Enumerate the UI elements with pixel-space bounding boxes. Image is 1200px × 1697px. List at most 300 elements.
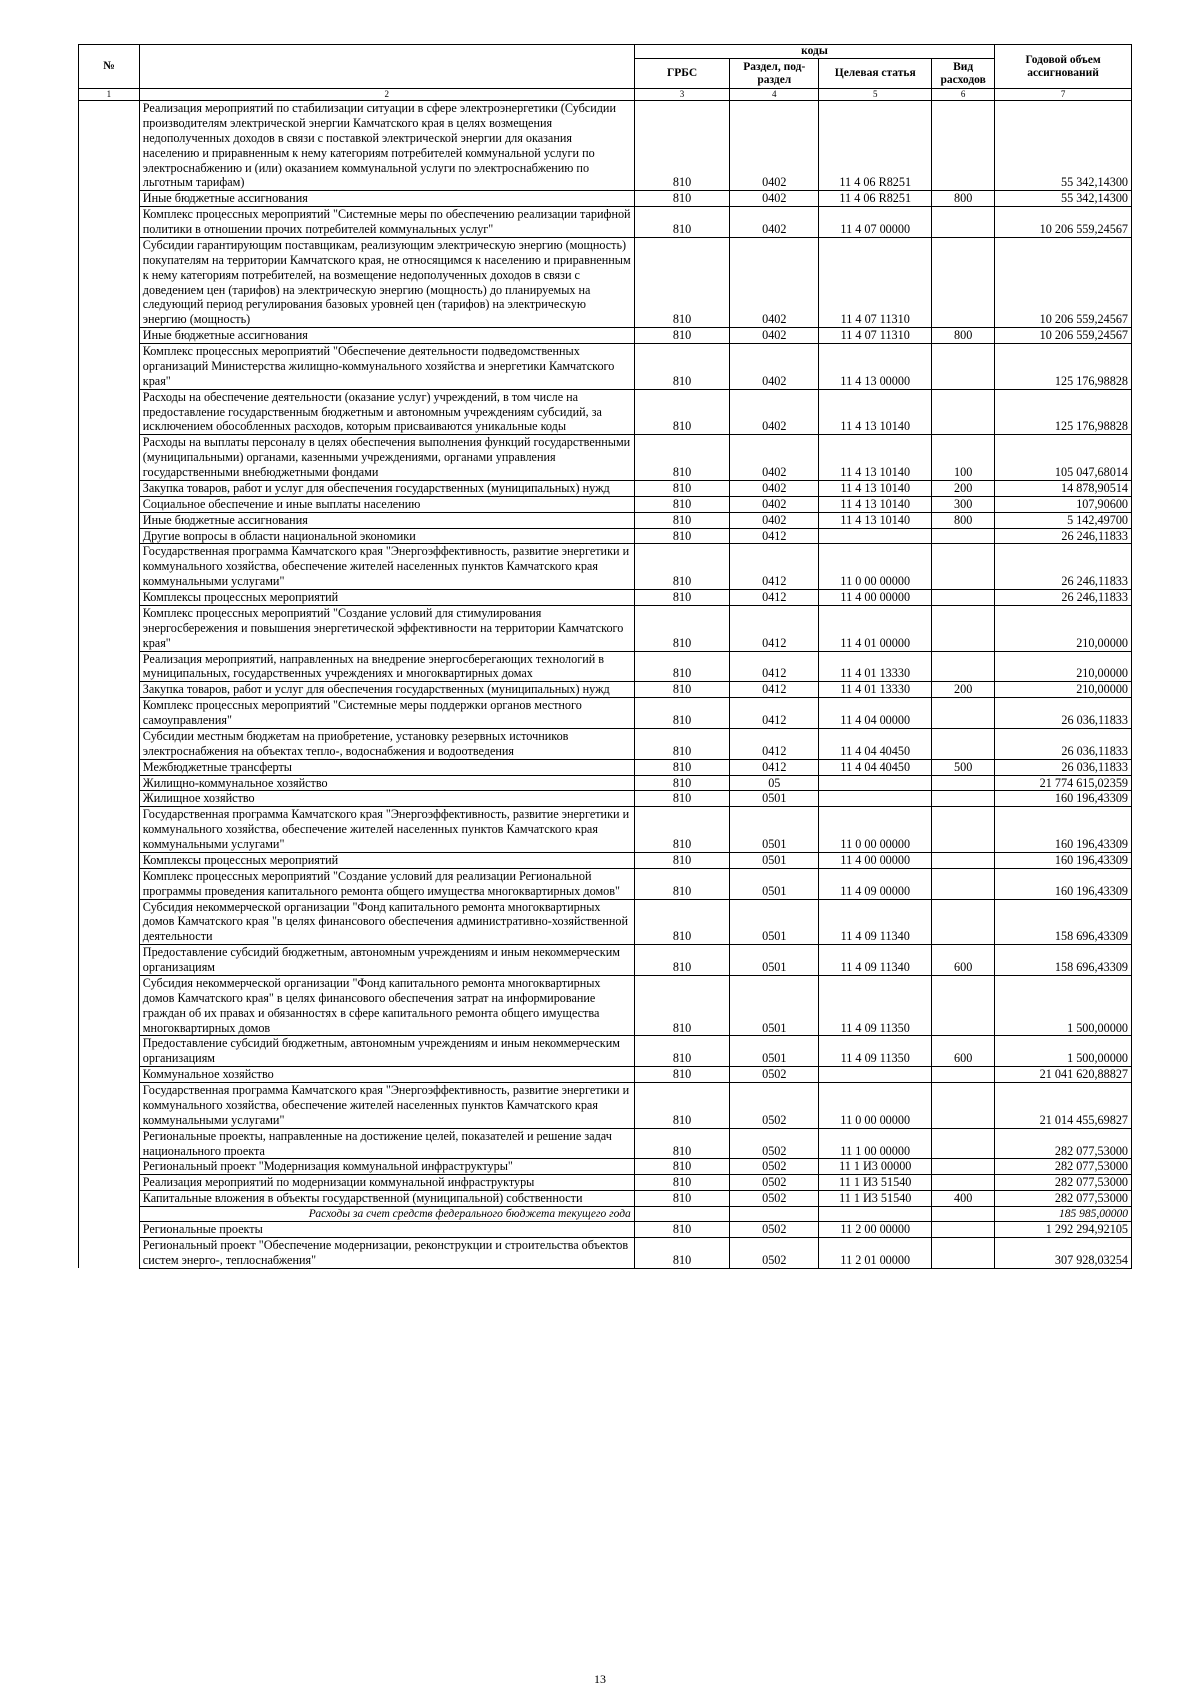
row-name: Комплекс процессных мероприятий "Системные меры поддержки органов местного самоуправления": [139, 698, 634, 729]
row-amount: 1 500,00000: [995, 975, 1132, 1036]
row-expense-type: [932, 651, 995, 682]
row-number-cell: [79, 868, 140, 899]
row-amount: 307 928,03254: [995, 1237, 1132, 1268]
row-section: 0412: [730, 605, 819, 651]
row-expense-type: [932, 1083, 995, 1129]
row-amount: 55 342,14300: [995, 191, 1132, 207]
row-number-cell: [79, 328, 140, 344]
row-grbs: 810: [634, 775, 730, 791]
row-number-cell: [79, 1067, 140, 1083]
row-name: Комплексы процессных мероприятий: [139, 590, 634, 606]
row-grbs: 810: [634, 435, 730, 481]
table-row: [79, 605, 1132, 651]
row-name: Капитальные вложения в объекты государственной (муниципальной) собственности: [139, 1191, 634, 1207]
table-row: [79, 975, 1132, 1036]
row-number-cell: [79, 435, 140, 481]
row-name: Расходы на выплаты персоналу в целях обеспечения выполнения функций государственными (муниципальными) органами, казенными учреждениями, органами управления государственными внебюджетными фондами: [139, 435, 634, 481]
row-target: 11 4 09 11340: [819, 899, 932, 945]
row-amount: 210,00000: [995, 605, 1132, 651]
table-row: [79, 328, 1132, 344]
row-name: Реализация мероприятий, направленных на внедрение энергосберегающих технологий в муниципальных, государственных учреждениях и многоквартирных домах: [139, 651, 634, 682]
row-number-cell: [79, 1036, 140, 1067]
column-number-4: 4: [730, 89, 819, 101]
row-grbs: 810: [634, 728, 730, 759]
row-amount: 210,00000: [995, 651, 1132, 682]
row-expense-type: 600: [932, 1036, 995, 1067]
row-section: 0402: [730, 344, 819, 390]
row-expense-type: 100: [932, 435, 995, 481]
row-number-cell: [79, 1083, 140, 1129]
row-grbs: 810: [634, 868, 730, 899]
row-target: 11 4 04 40450: [819, 759, 932, 775]
row-name: Комплекс процессных мероприятий "Системные меры по обеспечению реализации тарифной политики в отношении прочих потребителей коммунальных услуг": [139, 207, 634, 238]
table-row: [79, 528, 1132, 544]
row-grbs: 810: [634, 1222, 730, 1238]
row-grbs: 810: [634, 1128, 730, 1159]
table-header: [79, 45, 1132, 101]
table-row: [79, 435, 1132, 481]
row-number-cell: [79, 1159, 140, 1175]
row-target: 11 4 09 00000: [819, 868, 932, 899]
row-grbs: 810: [634, 807, 730, 853]
row-amount: 185 985,00000: [995, 1207, 1132, 1222]
row-section: 0402: [730, 328, 819, 344]
row-expense-type: 600: [932, 945, 995, 976]
row-number-cell: [79, 512, 140, 528]
row-amount: 10 206 559,24567: [995, 328, 1132, 344]
row-section: 0412: [730, 528, 819, 544]
row-target: 11 4 13 10140: [819, 480, 932, 496]
column-number-3: 3: [634, 89, 730, 101]
row-number-cell: [79, 682, 140, 698]
row-amount: 210,00000: [995, 682, 1132, 698]
row-number-cell: [79, 775, 140, 791]
row-grbs: 810: [634, 237, 730, 327]
row-expense-type: 300: [932, 496, 995, 512]
row-number-cell: [79, 1128, 140, 1159]
row-expense-type: [932, 528, 995, 544]
row-grbs: 810: [634, 1237, 730, 1268]
row-number-cell: [79, 698, 140, 729]
row-section: 0412: [730, 728, 819, 759]
row-amount: 107,90600: [995, 496, 1132, 512]
row-expense-type: [932, 791, 995, 807]
row-amount: 160 196,43309: [995, 868, 1132, 899]
row-number-cell: [79, 852, 140, 868]
table-row: [79, 480, 1132, 496]
row-section: 0502: [730, 1067, 819, 1083]
row-grbs: 810: [634, 945, 730, 976]
row-amount: 5 142,49700: [995, 512, 1132, 528]
row-amount: 26 036,11833: [995, 728, 1132, 759]
row-number-cell: [79, 191, 140, 207]
row-grbs: 810: [634, 528, 730, 544]
row-grbs: 810: [634, 1175, 730, 1191]
row-grbs: 810: [634, 344, 730, 390]
table-row: [79, 1237, 1132, 1268]
row-target: 11 4 13 10140: [819, 512, 932, 528]
table-body: [79, 101, 1132, 1269]
row-target: 11 4 09 11350: [819, 1036, 932, 1067]
table-row: [79, 496, 1132, 512]
table-row: [79, 728, 1132, 759]
row-name: Субсидии местным бюджетам на приобретение, установку резервных источников электроснабжения на объектах тепло-, водоснабжения и водоотведения: [139, 728, 634, 759]
row-expense-type: [932, 698, 995, 729]
row-amount: 21 041 620,88827: [995, 1067, 1132, 1083]
row-expense-type: [932, 207, 995, 238]
row-expense-type: [932, 544, 995, 590]
row-number-cell: [79, 237, 140, 327]
row-name: Предоставление субсидий бюджетным, автономным учреждениям и иным некоммерческим организациям: [139, 1036, 634, 1067]
row-section: 0412: [730, 544, 819, 590]
row-name: Комплекс процессных мероприятий "Создание условий для реализации Региональной программы проведения капитального ремонта общего имущества многоквартирных домов": [139, 868, 634, 899]
row-section: 0402: [730, 480, 819, 496]
row-expense-type: [932, 868, 995, 899]
row-section: 0501: [730, 975, 819, 1036]
row-expense-type: [932, 899, 995, 945]
row-target: 11 4 13 10140: [819, 435, 932, 481]
row-section: 0402: [730, 191, 819, 207]
row-number-cell: [79, 759, 140, 775]
row-section: 0402: [730, 237, 819, 327]
row-grbs: 810: [634, 899, 730, 945]
row-amount: 14 878,90514: [995, 480, 1132, 496]
row-target: [819, 1067, 932, 1083]
row-target: 11 4 07 11310: [819, 237, 932, 327]
row-amount: 158 696,43309: [995, 899, 1132, 945]
row-expense-type: 200: [932, 682, 995, 698]
table-row: [79, 544, 1132, 590]
row-name: Региональный проект "Модернизация коммунальной инфраструктуры": [139, 1159, 634, 1175]
row-amount: 1 292 294,92105: [995, 1222, 1132, 1238]
column-number-6: 6: [932, 89, 995, 101]
table-row: [79, 759, 1132, 775]
row-target: 11 4 07 11310: [819, 328, 932, 344]
row-name: Закупка товаров, работ и услуг для обеспечения государственных (муниципальных) нужд: [139, 480, 634, 496]
table-row: [79, 899, 1132, 945]
row-expense-type: [932, 1159, 995, 1175]
row-section: 0502: [730, 1222, 819, 1238]
row-target: 11 1 И3 51540: [819, 1191, 932, 1207]
row-grbs: 810: [634, 759, 730, 775]
row-section: 0501: [730, 791, 819, 807]
row-target: 11 1 И3 51540: [819, 1175, 932, 1191]
table-row: [79, 1067, 1132, 1083]
row-section: 0412: [730, 651, 819, 682]
header-amount: Годовой объем ассигнований: [995, 45, 1132, 89]
row-amount: 21 774 615,02359: [995, 775, 1132, 791]
row-grbs: 810: [634, 207, 730, 238]
row-grbs: 810: [634, 1191, 730, 1207]
row-grbs: 810: [634, 512, 730, 528]
row-amount: 1 500,00000: [995, 1036, 1132, 1067]
row-amount: 105 047,68014: [995, 435, 1132, 481]
table-row: [79, 207, 1132, 238]
row-amount: 26 246,11833: [995, 528, 1132, 544]
row-amount: 160 196,43309: [995, 852, 1132, 868]
row-number-cell: [79, 651, 140, 682]
table-row: [79, 101, 1132, 191]
row-expense-type: [932, 605, 995, 651]
row-target: 11 4 01 13330: [819, 651, 932, 682]
row-number-cell: [79, 1207, 140, 1222]
row-section: 0502: [730, 1128, 819, 1159]
row-name: Региональные проекты: [139, 1222, 634, 1238]
row-name: Реализация мероприятий по стабилизации ситуации в сфере электроэнергетики (Субсидии производителям электрической энергии Камчатского края в целях возмещения недополученных доходов в связи с поставкой электрической энергии для оказания населению и приравненным к нему категориям потребителей коммунальной услуги по электроснабжению и (или) оказанием коммунальной услуги по электроснабжению по льготным тарифам): [139, 101, 634, 191]
row-name: Государственная программа Камчатского края "Энергоэффективность, развитие энергетики и коммунального хозяйства, обеспечение жителей населенных пунктов Камчатского края коммунальными услугами": [139, 544, 634, 590]
table-row: [79, 512, 1132, 528]
table-row: [79, 590, 1132, 606]
row-section: 0412: [730, 682, 819, 698]
row-section: 0402: [730, 512, 819, 528]
row-name: Коммунальное хозяйство: [139, 1067, 634, 1083]
row-expense-type: [932, 1237, 995, 1268]
row-grbs: 810: [634, 480, 730, 496]
row-section: 0501: [730, 868, 819, 899]
row-name: Расходы на обеспечение деятельности (оказание услуг) учреждений, в том числе на предоставление государственным бюджетным и автономным учреждениям субсидий, за исключением обособленных расходов, которым присваиваются уникальные коды: [139, 389, 634, 435]
header-expense-type: Вид расходов: [932, 59, 995, 89]
row-target: 11 4 06 R8251: [819, 191, 932, 207]
row-expense-type: [932, 1222, 995, 1238]
row-amount: 158 696,43309: [995, 945, 1132, 976]
row-expense-type: [932, 728, 995, 759]
row-section: 0402: [730, 207, 819, 238]
row-section: 0501: [730, 807, 819, 853]
row-amount: 55 342,14300: [995, 101, 1132, 191]
table-row: [79, 1222, 1132, 1238]
row-expense-type: [932, 775, 995, 791]
row-section: 0402: [730, 389, 819, 435]
row-number-cell: [79, 528, 140, 544]
row-section: 0402: [730, 496, 819, 512]
row-grbs: 810: [634, 852, 730, 868]
row-target: 11 4 13 10140: [819, 496, 932, 512]
row-expense-type: [932, 852, 995, 868]
row-amount: 26 246,11833: [995, 590, 1132, 606]
row-name: Другие вопросы в области национальной экономики: [139, 528, 634, 544]
row-target: [819, 528, 932, 544]
table-row: [79, 682, 1132, 698]
row-section: 0502: [730, 1191, 819, 1207]
table-row: [79, 868, 1132, 899]
row-target: 11 4 00 00000: [819, 852, 932, 868]
row-section: 0501: [730, 945, 819, 976]
budget-table: [78, 44, 1132, 1269]
federal-funds-row: [79, 1207, 1132, 1222]
table-row: [79, 698, 1132, 729]
row-section: 0412: [730, 759, 819, 775]
row-target: 11 4 04 00000: [819, 698, 932, 729]
row-grbs: 810: [634, 328, 730, 344]
table-row: [79, 1036, 1132, 1067]
row-target: 11 4 13 00000: [819, 344, 932, 390]
page-number: 13: [594, 1672, 606, 1686]
row-name: Государственная программа Камчатского края "Энергоэффективность, развитие энергетики и коммунального хозяйства, обеспечение жителей населенных пунктов Камчатского края коммунальными услугами": [139, 807, 634, 853]
row-name: Предоставление субсидий бюджетным, автономным учреждениям и иным некоммерческим организациям: [139, 945, 634, 976]
row-grbs: 810: [634, 389, 730, 435]
row-amount: 125 176,98828: [995, 344, 1132, 390]
row-section: 0502: [730, 1083, 819, 1129]
table-row: [79, 1083, 1132, 1129]
table-row: [79, 1191, 1132, 1207]
row-number-cell: [79, 389, 140, 435]
row-amount: 160 196,43309: [995, 807, 1132, 853]
row-expense-type: [932, 389, 995, 435]
row-name: Комплекс процессных мероприятий "Обеспечение деятельности подведомственных организаций Министерства жилищно-коммунального хозяйства и энергетики Камчатского края": [139, 344, 634, 390]
table-row: [79, 344, 1132, 390]
row-number-cell: [79, 791, 140, 807]
row-expense-type: [932, 237, 995, 327]
row-target: 11 4 09 11340: [819, 945, 932, 976]
row-name: Комплекс процессных мероприятий "Создание условий для стимулирования энергосбережения и повышения энергетической эффективности на территории Камчатского края": [139, 605, 634, 651]
row-amount: 282 077,53000: [995, 1175, 1132, 1191]
row-number-cell: [79, 605, 140, 651]
row-amount: 282 077,53000: [995, 1159, 1132, 1175]
row-grbs: 810: [634, 1036, 730, 1067]
table-row: [79, 775, 1132, 791]
row-section: 0402: [730, 435, 819, 481]
row-name: Социальное обеспечение и иные выплаты населению: [139, 496, 634, 512]
row-target: 11 0 00 00000: [819, 807, 932, 853]
row-name: Комплексы процессных мероприятий: [139, 852, 634, 868]
row-expense-type: 500: [932, 759, 995, 775]
row-number-cell: [79, 207, 140, 238]
table-row: [79, 1175, 1132, 1191]
row-number-cell: [79, 544, 140, 590]
row-target: 11 4 06 R8251: [819, 101, 932, 191]
row-target: 11 4 04 40450: [819, 728, 932, 759]
table-row: [79, 237, 1132, 327]
row-number-cell: [79, 590, 140, 606]
row-amount: 26 036,11833: [995, 698, 1132, 729]
row-grbs: 810: [634, 544, 730, 590]
row-section: 0402: [730, 101, 819, 191]
table-row: [79, 1128, 1132, 1159]
row-number-cell: [79, 1191, 140, 1207]
row-target: 11 1 И3 00000: [819, 1159, 932, 1175]
row-section: [730, 1207, 819, 1222]
row-number-cell: [79, 480, 140, 496]
row-name: Иные бюджетные ассигнования: [139, 512, 634, 528]
row-target: 11 4 00 00000: [819, 590, 932, 606]
row-target: [819, 1207, 932, 1222]
row-number-cell: [79, 975, 140, 1036]
row-grbs: 810: [634, 496, 730, 512]
row-number-cell: [79, 1237, 140, 1268]
row-target: 11 4 09 11350: [819, 975, 932, 1036]
row-grbs: 810: [634, 651, 730, 682]
row-target: 11 0 00 00000: [819, 544, 932, 590]
row-expense-type: 800: [932, 191, 995, 207]
row-amount: 26 246,11833: [995, 544, 1132, 590]
row-number-cell: [79, 899, 140, 945]
row-grbs: 810: [634, 791, 730, 807]
row-number-cell: [79, 807, 140, 853]
column-number-5: 5: [819, 89, 932, 101]
row-grbs: 810: [634, 191, 730, 207]
row-expense-type: [932, 1128, 995, 1159]
row-expense-type: [932, 1207, 995, 1222]
table-row: [79, 1159, 1132, 1175]
row-expense-type: 800: [932, 512, 995, 528]
row-expense-type: [932, 1067, 995, 1083]
row-grbs: [634, 1207, 730, 1222]
column-number-2: 2: [139, 89, 634, 101]
row-section: 0501: [730, 1036, 819, 1067]
row-grbs: 810: [634, 698, 730, 729]
row-name: Межбюджетные трансферты: [139, 759, 634, 775]
row-name: Реализация мероприятий по модернизации коммунальной инфраструктуры: [139, 1175, 634, 1191]
row-expense-type: [932, 975, 995, 1036]
row-number-cell: [79, 945, 140, 976]
row-section: 0502: [730, 1159, 819, 1175]
header-name: [139, 45, 634, 89]
row-amount: 282 077,53000: [995, 1128, 1132, 1159]
column-number-1: 1: [79, 89, 140, 101]
table-row: [79, 389, 1132, 435]
row-number-cell: [79, 344, 140, 390]
row-grbs: 810: [634, 590, 730, 606]
table-row: [79, 791, 1132, 807]
row-name: Иные бюджетные ассигнования: [139, 191, 634, 207]
row-section: 0412: [730, 590, 819, 606]
row-amount: 26 036,11833: [995, 759, 1132, 775]
row-name: Государственная программа Камчатского края "Энергоэффективность, развитие энергетики и коммунального хозяйства, обеспечение жителей населенных пунктов Камчатского края коммунальными услугами": [139, 1083, 634, 1129]
row-expense-type: [932, 807, 995, 853]
row-target: [819, 775, 932, 791]
table-row: [79, 651, 1132, 682]
row-expense-type: 400: [932, 1191, 995, 1207]
row-target: 11 2 00 00000: [819, 1222, 932, 1238]
row-target: 11 2 01 00000: [819, 1237, 932, 1268]
row-number-cell: [79, 1175, 140, 1191]
row-name: Жилищно-коммунальное хозяйство: [139, 775, 634, 791]
row-target: 11 4 07 00000: [819, 207, 932, 238]
row-number-cell: [79, 101, 140, 191]
header-codes-group: коды: [634, 45, 994, 59]
row-name: Региональные проекты, направленные на достижение целей, показателей и решение задач национального проекта: [139, 1128, 634, 1159]
row-expense-type: [932, 1175, 995, 1191]
row-section: 0501: [730, 899, 819, 945]
row-section: 0412: [730, 698, 819, 729]
row-name: Субсидии гарантирующим поставщикам, реализующим электрическую энергию (мощность) покупателям на территории Камчатского края, не относящимся к населению и приравненным к нему категориям потребителей, на возмещение недополученных доходов в связи с доведением цен (тарифов) на электрическую энергию (мощность) до планируемых на следующий период регулирования базовых уровней цен (тарифов) на электрическую энергию (мощность): [139, 237, 634, 327]
row-name: Расходы за счет средств федерального бюджета текущего года: [139, 1207, 634, 1222]
row-grbs: 810: [634, 1083, 730, 1129]
row-grbs: 810: [634, 1067, 730, 1083]
row-name: Субсидия некоммерческой организации "Фонд капитального ремонта многоквартирных домов Камчатского края" в целях финансового обеспечения затрат на информирование граждан об их правах и обязанностях в сфере капитального ремонта общего имущества многоквартирных домов: [139, 975, 634, 1036]
row-name: Закупка товаров, работ и услуг для обеспечения государственных (муниципальных) нужд: [139, 682, 634, 698]
row-expense-type: [932, 344, 995, 390]
row-target: 11 1 00 00000: [819, 1128, 932, 1159]
row-amount: 10 206 559,24567: [995, 237, 1132, 327]
column-number-7: 7: [995, 89, 1132, 101]
table-row: [79, 852, 1132, 868]
table-row: [79, 807, 1132, 853]
row-section: 0501: [730, 852, 819, 868]
row-grbs: 810: [634, 101, 730, 191]
row-name: Региональный проект "Обеспечение модернизации, реконструкции и строительства объектов систем энерго-, теплоснабжения": [139, 1237, 634, 1268]
row-number-cell: [79, 728, 140, 759]
row-amount: 160 196,43309: [995, 791, 1132, 807]
table-row: [79, 945, 1132, 976]
row-number-cell: [79, 496, 140, 512]
row-grbs: 810: [634, 975, 730, 1036]
row-name: Жилищное хозяйство: [139, 791, 634, 807]
header-grbs: ГРБС: [634, 59, 730, 89]
row-number-cell: [79, 1222, 140, 1238]
row-amount: 21 014 455,69827: [995, 1083, 1132, 1129]
row-name: Субсидия некоммерческой организации "Фонд капитального ремонта многоквартирных домов Камчатского края "в целях финансового обеспечения административно-хозяйственной деятельности: [139, 899, 634, 945]
